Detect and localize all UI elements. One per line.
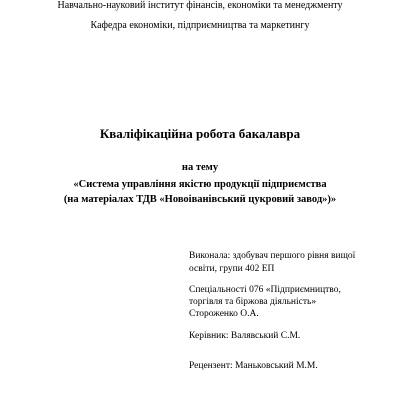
supervisor-line: Керівник: Валявський С.М. — [189, 331, 301, 341]
institute-name: Навчально-науковий інститут фінансів, економіки та менеджменту — [57, 0, 343, 11]
performer-line-1: Виконала: здобувач першого рівня вищої — [189, 251, 356, 261]
specialty-line-2: торгівля та біржова діяльність» — [189, 297, 317, 307]
specialty-line-1: Спеціальності 076 «Підприємництво, — [189, 285, 341, 295]
topic-line-2: (на матеріалах ТДВ «Новоіванівський цукровий завод»)» — [63, 194, 337, 205]
on-topic-label: на тему — [181, 162, 219, 173]
topic-line-1: «Система управління якістю продукції підприємства — [73, 179, 327, 190]
work-title: Кваліфікаційна робота бакалавра — [99, 126, 301, 141]
reviewer-line: Рецензент: Маньковський М.М. — [189, 361, 318, 371]
department-name: Кафедра економіки, підприємництва та маркетингу — [90, 20, 310, 31]
author-name: Стороженко О.А. — [189, 309, 259, 319]
performer-line-2: освіти, групи 402 ЕП — [189, 264, 275, 274]
